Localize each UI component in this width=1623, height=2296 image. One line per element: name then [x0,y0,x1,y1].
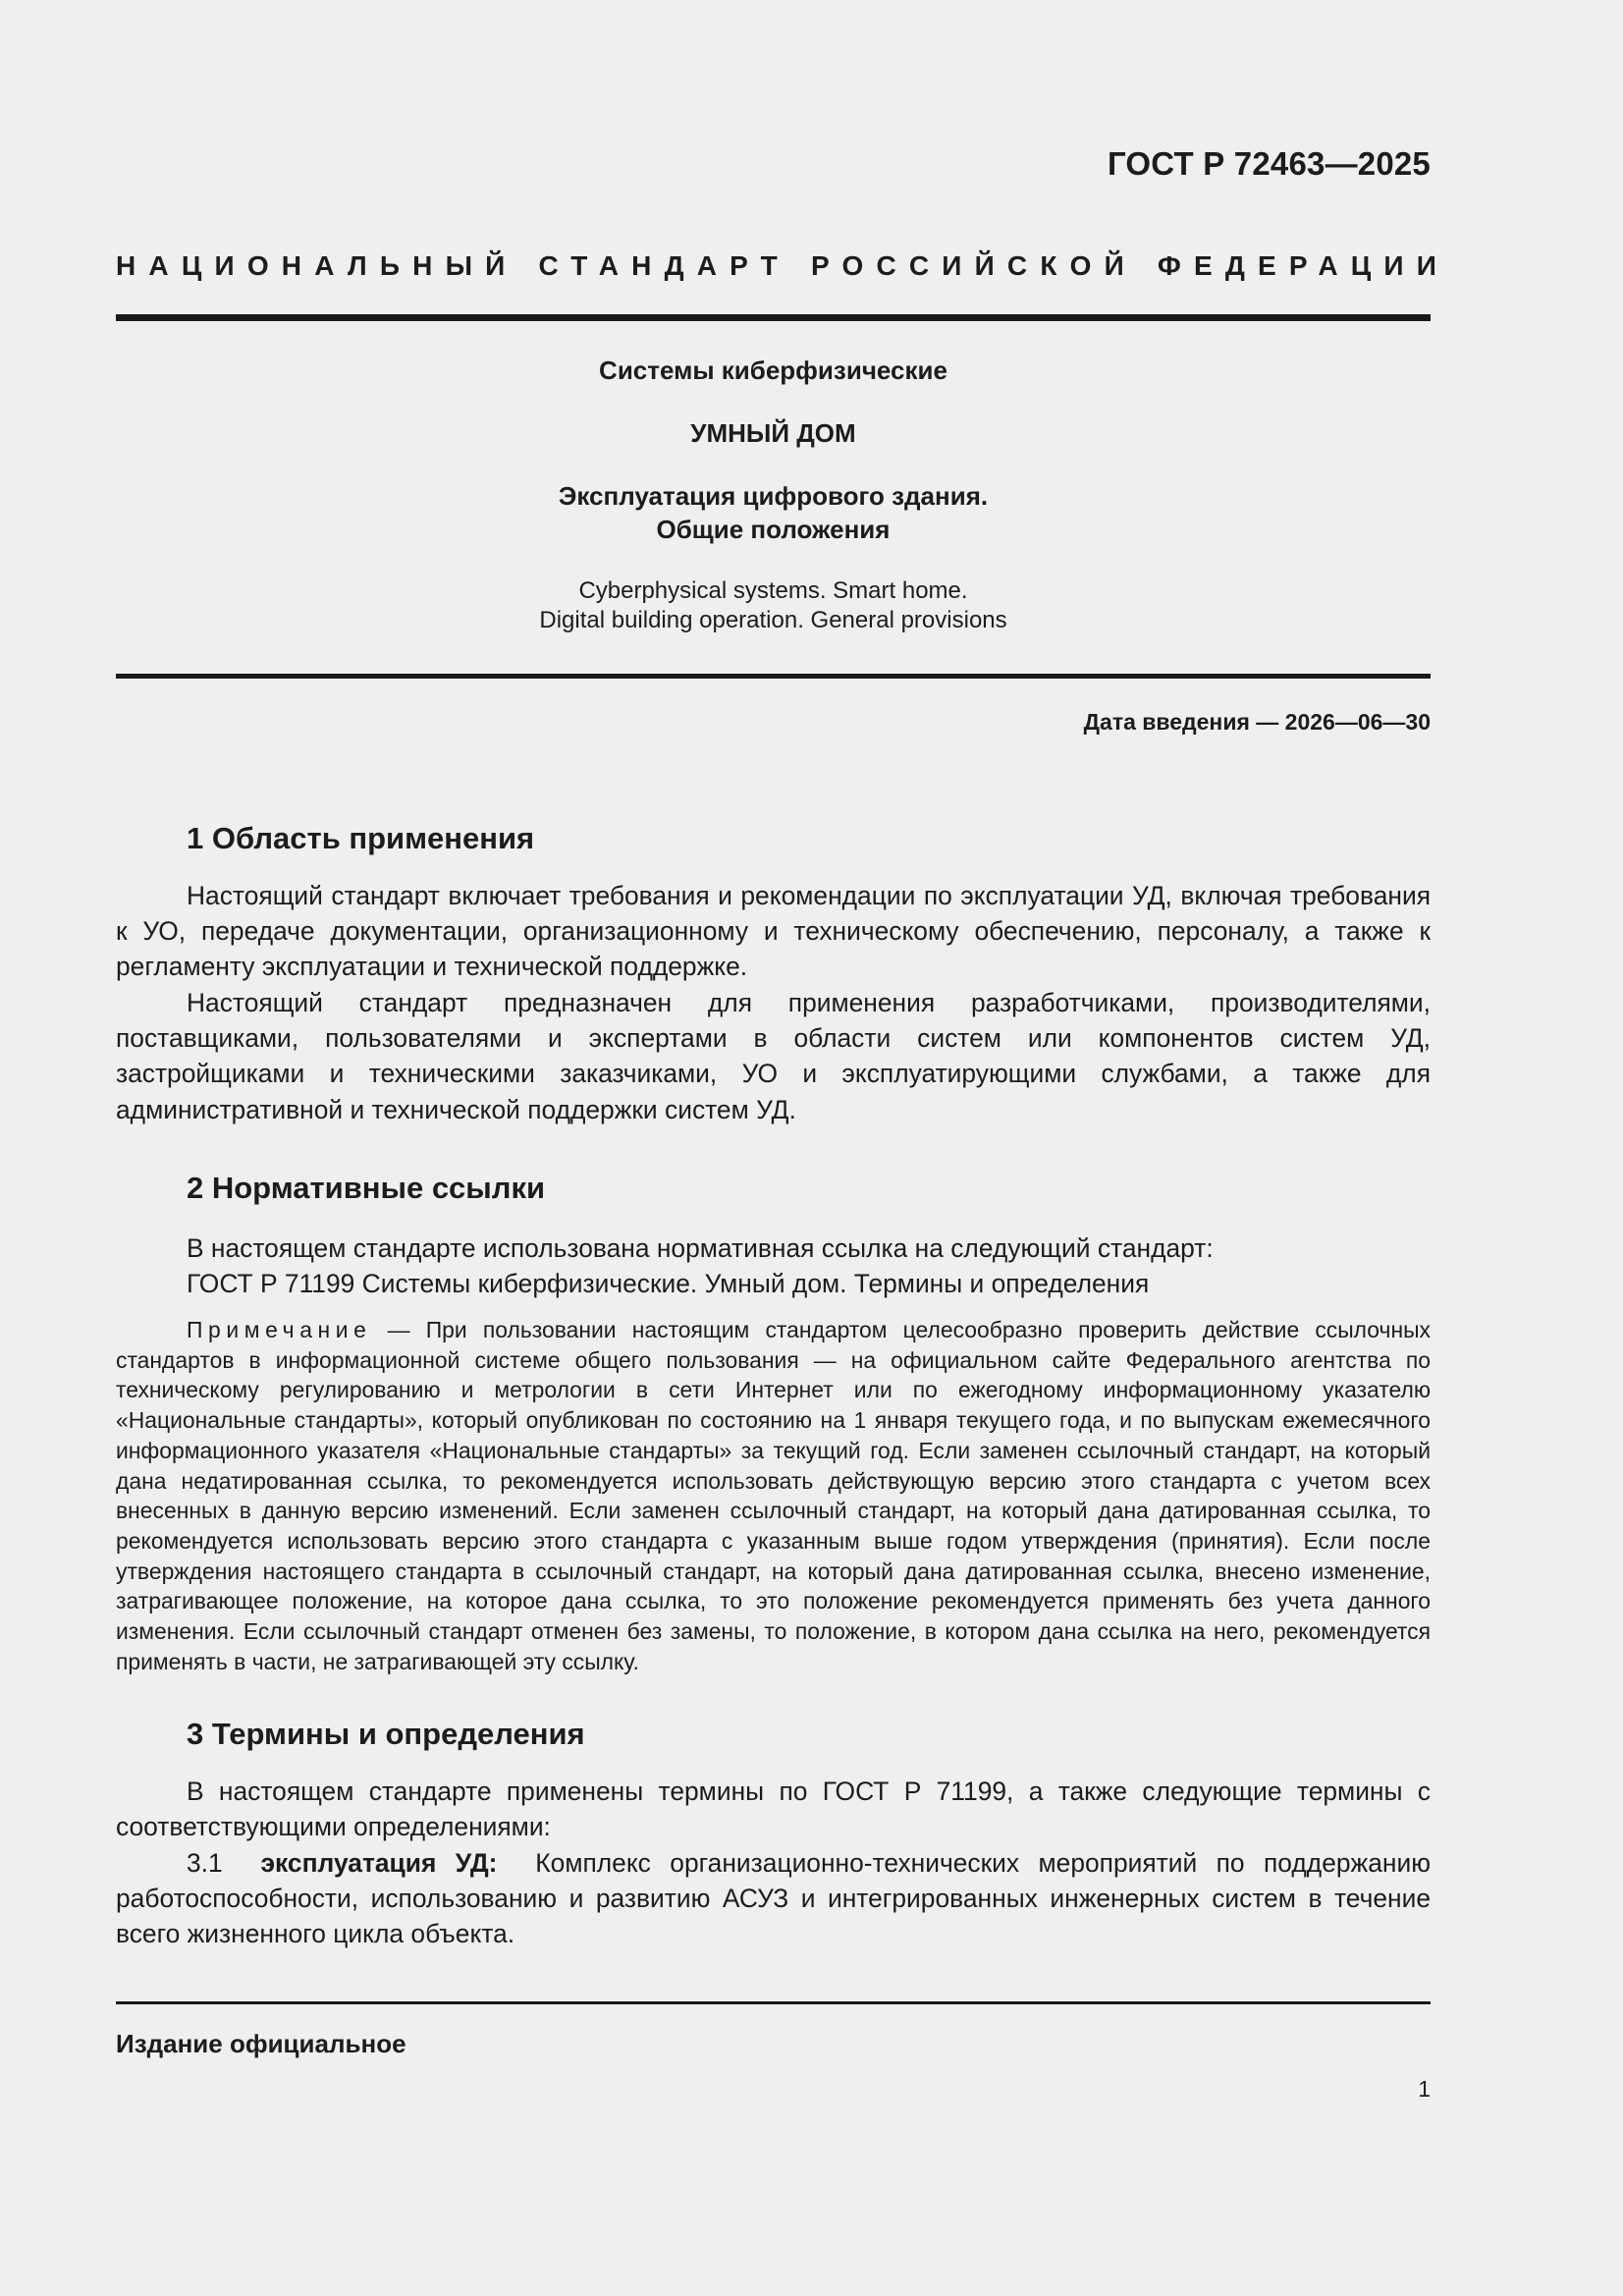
section-2-paragraph-1: В настоящем стандарте использована нормативная ссылка на следующий стандарт: [187,1233,1214,1263]
section-1-paragraph-1: Настоящий стандарт включает требования и рекомендации по эксплуатации УД, включая требования к УО, передаче документации, организационному и техническому обеспечению, персоналу, а также к регламенту эксплуатации и технической поддержке. [116,881,1431,982]
title-line-2: УМНЫЙ ДОМ [690,418,856,448]
title-line-3a: Эксплуатация цифрового здания. [558,481,989,511]
english-title-line-2: Digital building operation. General provisions [539,607,1007,633]
page-number: 1 [1418,2076,1431,2102]
note-text: — При пользовании настоящим стандартом целесообразно проверить действие ссылочных стандартов в информационной системе общего пользования — на официальном сайте Федерального агентства по техническому регулированию и метрологии в сети Интернет или по ежегодному информационному указателю «Национальные стандарты», который опубликован по состоянию на 1 января текущего года, и по выпускам ежемесячного информационного указателя «Национальные стандарты» за текущий год. Если заменен ссылочный стандарт, на который дана недатированная ссылка, то рекомендуется использовать действующую версию этого стандарта с учетом всех внесенных в данную версию изменений. Если заменен ссылочный стандарт, на который дана датированная ссылка, то рекомендуется использовать версию этого стандарта с указанным выше годом утверждения (принятия). Если после утверждения настоящего стандарта в ссылочный стандарт, на который дана датированная ссылка, внесено изменение, затрагивающее положение, на которое дана ссылка, то это положение рекомендуется применять без учета данного изменения. Если ссылочный стандарт отменен без замены, то положение, в котором дана ссылка на него, рекомендуется применять в части, не затрагивающей эту ссылку. [116,1317,1431,1674]
effective-date: Дата введения — 2026—06—30 [1083,709,1431,735]
section-1-paragraph-2: Настоящий стандарт предназначен для применения разработчиками, производителями, поставщиками, пользователями и экспертами в области систем или компонентов систем УД, застройщиками и техническими заказчиками, УО и эксплуатирующими службами, а также для административной и технической поддержки систем УД. [116,988,1431,1124]
term-definition-text: Комплекс организационно-технических мероприятий по поддержанию работоспособности, использованию и развитию АСУЗ и интегрированных инженерных систем в течение всего жизненного цикла объекта. [116,1848,1431,1949]
note-label: Примечание [187,1317,372,1342]
footer-divider [116,2001,1431,2004]
section-3-heading: 3 Термины и определения [187,1717,585,1751]
english-title-line-1: Cyberphysical systems. Smart home. [578,577,968,604]
term-name: эксплуатация УД: [260,1848,498,1878]
term-definition-3-1 [116,1845,1431,1952]
title-line-3b: Общие положения [656,515,891,544]
normative-reference: ГОСТ Р 71199 Системы киберфизические. Умный дом. Термины и определения [187,1269,1150,1298]
national-standard-title: НАЦИОНАЛЬНЫЙ СТАНДАРТ РОССИЙСКОЙ ФЕДЕРАЦИИ [116,250,1450,281]
title-divider [116,674,1431,679]
note-paragraph [116,1315,1431,1676]
section-1-heading: 1 Область применения [187,821,535,855]
official-edition-label: Издание официальное [116,2029,406,2058]
term-number: 3.1 [187,1848,223,1878]
section-2-heading: 2 Нормативные ссылки [187,1171,546,1205]
title-line-1: Системы киберфизические [599,355,947,385]
section-3-paragraph-1: В настоящем стандарте применены термины по ГОСТ Р 71199, а также следующие термины с соответствующими определениями: [116,1777,1431,1842]
document-number: ГОСТ Р 72463—2025 [1107,145,1431,182]
header-divider [116,314,1431,321]
